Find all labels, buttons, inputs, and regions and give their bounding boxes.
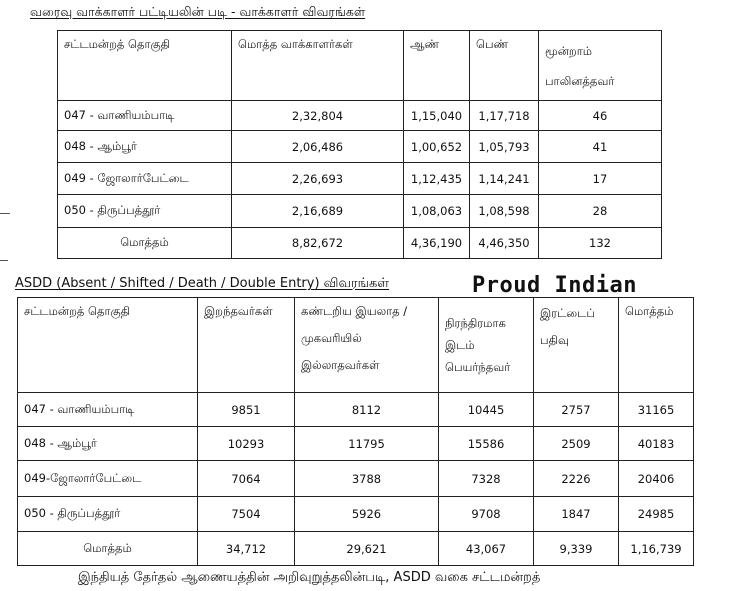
column-header: நிரந்திரமாக இடம் பெயர்ந்தவர் bbox=[439, 298, 534, 393]
deceased-cell: 7504 bbox=[198, 497, 295, 532]
duplicate-cell: 2757 bbox=[534, 393, 619, 427]
column-header: இறந்தவர்கள் bbox=[198, 298, 295, 393]
male-cell: 1,15,040 bbox=[404, 101, 470, 131]
table-row bbox=[58, 163, 662, 195]
constituency-cell: 047 - வாணியம்பாடி bbox=[58, 101, 232, 131]
asdd-details-table bbox=[17, 297, 694, 566]
row-total-cell: 20406 bbox=[619, 461, 694, 497]
table-header-row bbox=[18, 298, 694, 393]
constituency-cell: 050 - திருப்பத்தூர் bbox=[58, 195, 232, 228]
constituency-cell: 049-ஜோலார்பேட்டை bbox=[18, 461, 198, 497]
male-cell: 1,12,435 bbox=[404, 163, 470, 195]
table-row bbox=[58, 195, 662, 228]
shifted-cell: 7328 bbox=[439, 461, 534, 497]
column-header: சட்டமன்றத் தொகுதி bbox=[58, 31, 232, 101]
total-label: மொத்தம் bbox=[58, 228, 232, 259]
scan-mark bbox=[0, 213, 10, 214]
row-total-cell: 40183 bbox=[619, 427, 694, 461]
third-gender-cell: 46 bbox=[539, 101, 662, 131]
column-header: மொத்தம் bbox=[619, 298, 694, 393]
footer-text: இந்தியத் தேர்தல் ஆணையத்தின் அறிவுறுத்தலின்படி, ASDD வகை சட்டமன்றத் bbox=[78, 570, 541, 585]
untraceable-cell: 8112 bbox=[295, 393, 439, 427]
column-header: இரட்டைப் பதிவு bbox=[534, 298, 619, 393]
column-header: கண்டறிய இயலாத / முகவரியில் இல்லாதவர்கள் bbox=[295, 298, 439, 393]
row-total-cell: 24985 bbox=[619, 497, 694, 532]
column-header: மூன்றாம் பாலினத்தவர் bbox=[539, 31, 662, 101]
table-row bbox=[18, 461, 694, 497]
constituency-cell: 048 - ஆம்பூர் bbox=[18, 427, 198, 461]
deceased-cell: 7064 bbox=[198, 461, 295, 497]
shifted-cell: 9708 bbox=[439, 497, 534, 532]
total-row bbox=[18, 532, 694, 566]
duplicate-cell: 1847 bbox=[534, 497, 619, 532]
constituency-cell: 050 - திருப்பத்தூர் bbox=[18, 497, 198, 532]
untraceable-cell: 29,621 bbox=[295, 532, 439, 566]
row-total-cell: 1,16,739 bbox=[619, 532, 694, 566]
table-row bbox=[18, 427, 694, 461]
total-voters-cell: 2,06,486 bbox=[232, 131, 404, 163]
deceased-cell: 10293 bbox=[198, 427, 295, 461]
third-gender-cell: 28 bbox=[539, 195, 662, 228]
scan-mark bbox=[0, 260, 8, 261]
total-voters-cell: 2,26,693 bbox=[232, 163, 404, 195]
table-row bbox=[18, 393, 694, 427]
male-cell: 1,08,063 bbox=[404, 195, 470, 228]
male-cell: 1,00,652 bbox=[404, 131, 470, 163]
voter-details-heading: வரைவு வாக்காளர் பட்டியலின் படி - வாக்காளர் விவரங்கள் bbox=[30, 4, 366, 19]
untraceable-cell: 3788 bbox=[295, 461, 439, 497]
untraceable-cell: 11795 bbox=[295, 427, 439, 461]
table-row bbox=[18, 497, 694, 532]
total-row bbox=[58, 228, 662, 259]
duplicate-cell: 9,339 bbox=[534, 532, 619, 566]
third-gender-cell: 41 bbox=[539, 131, 662, 163]
column-header: சட்டமன்றத் தொகுதி bbox=[18, 298, 198, 393]
constituency-cell: 048 - ஆம்பூர் bbox=[58, 131, 232, 163]
table-header-row bbox=[58, 31, 662, 101]
total-voters-cell: 2,16,689 bbox=[232, 195, 404, 228]
female-cell: 4,46,350 bbox=[470, 228, 539, 259]
column-header: மொத்த வாக்காளர்கள் bbox=[232, 31, 404, 101]
male-cell: 4,36,190 bbox=[404, 228, 470, 259]
constituency-cell: 049 - ஜோலார்பேட்டை bbox=[58, 163, 232, 195]
table-row bbox=[58, 101, 662, 131]
table-row bbox=[58, 131, 662, 163]
female-cell: 1,08,598 bbox=[470, 195, 539, 228]
shifted-cell: 15586 bbox=[439, 427, 534, 461]
female-cell: 1,14,241 bbox=[470, 163, 539, 195]
third-gender-cell: 132 bbox=[539, 228, 662, 259]
deceased-cell: 9851 bbox=[198, 393, 295, 427]
total-voters-cell: 2,32,804 bbox=[232, 101, 404, 131]
total-label: மொத்தம் bbox=[18, 532, 198, 566]
total-voters-cell: 8,82,672 bbox=[232, 228, 404, 259]
female-cell: 1,05,793 bbox=[470, 131, 539, 163]
row-total-cell: 31165 bbox=[619, 393, 694, 427]
untraceable-cell: 5926 bbox=[295, 497, 439, 532]
shifted-cell: 10445 bbox=[439, 393, 534, 427]
shifted-cell: 43,067 bbox=[439, 532, 534, 566]
duplicate-cell: 2509 bbox=[534, 427, 619, 461]
asdd-details-heading: ASDD (Absent / Shifted / Death / Double Entry) விவரங்கள் bbox=[15, 276, 390, 291]
duplicate-cell: 2226 bbox=[534, 461, 619, 497]
constituency-cell: 047 - வாணியம்பாடி bbox=[18, 393, 198, 427]
third-gender-cell: 17 bbox=[539, 163, 662, 195]
column-header: பெண் bbox=[470, 31, 539, 101]
female-cell: 1,17,718 bbox=[470, 101, 539, 131]
deceased-cell: 34,712 bbox=[198, 532, 295, 566]
watermark: Proud Indian bbox=[472, 273, 637, 298]
column-header: ஆண் bbox=[404, 31, 470, 101]
voter-details-table bbox=[57, 30, 662, 259]
